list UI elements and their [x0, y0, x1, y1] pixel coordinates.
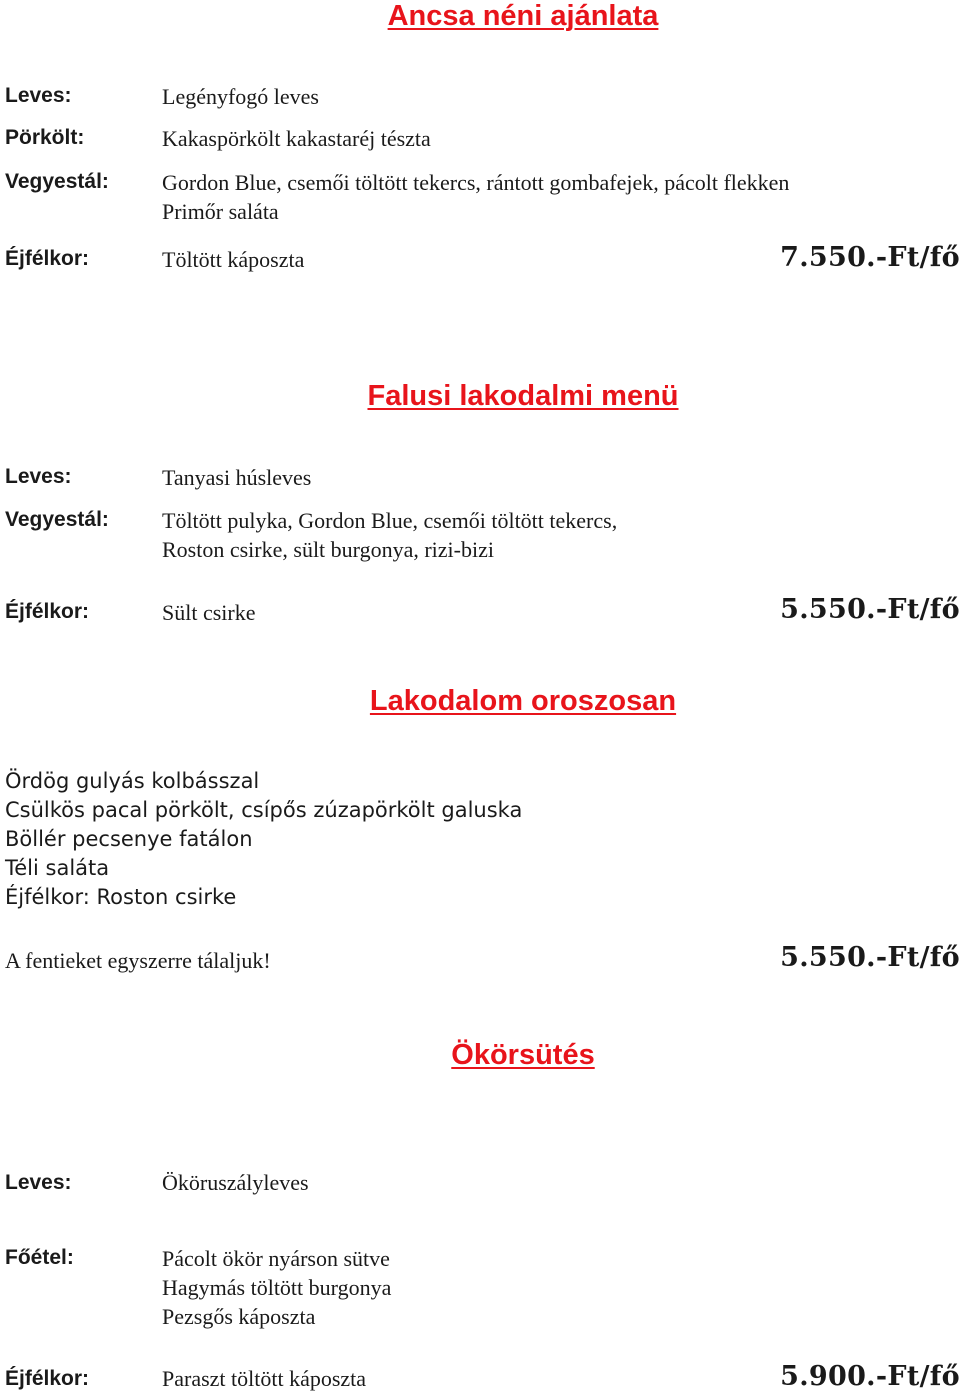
- price: 5.550.-Ft/fő: [780, 942, 960, 973]
- price: 7.550.-Ft/fő: [780, 242, 960, 273]
- section-title-ancsa: Ancsa néni ajánlata: [387, 0, 659, 32]
- value-line: Hagymás töltött burgonya: [162, 1275, 392, 1300]
- label-porkolt: Pörkölt:: [5, 126, 85, 149]
- dish-line: Éjfélkor: Roston csirke: [5, 885, 237, 909]
- dish-list: [5, 767, 522, 912]
- value-line: Gordon Blue, csemői töltött tekercs, rántott gombafejek, pácolt flekken: [162, 170, 790, 195]
- label-leves: Leves:: [5, 84, 72, 107]
- value-porkolt: Kakaspörkölt kakastaréj tészta: [162, 126, 431, 151]
- value-leves: Ököruszályleves: [162, 1170, 309, 1195]
- value-line: Roston csirke, sült burgonya, rizi-bizi: [162, 537, 494, 562]
- value-line: Pezsgős káposzta: [162, 1304, 316, 1329]
- label-vegyestal: Vegyestál:: [5, 508, 109, 531]
- value-line: Pácolt ökör nyárson sütve: [162, 1246, 390, 1271]
- dish-line: Böllér pecsenye fatálon: [5, 827, 253, 851]
- value-line: Töltött pulyka, Gordon Blue, csemői töltött tekercs,: [162, 508, 618, 533]
- dish-line: Ördög gulyás kolbásszal: [5, 769, 260, 793]
- label-vegyestal: Vegyestál:: [5, 170, 109, 193]
- value-leves: Legényfogó leves: [162, 84, 319, 109]
- value-leves: Tanyasi húsleves: [162, 465, 312, 490]
- value-ejfelkor: Paraszt töltött káposzta: [162, 1366, 367, 1391]
- value-vegyestal: [162, 168, 789, 226]
- section-title-oroszosan: Lakodalom oroszosan: [369, 685, 677, 717]
- value-line: Primőr saláta: [162, 199, 279, 224]
- price: 5.900.-Ft/fő: [780, 1361, 960, 1392]
- label-leves: Leves:: [5, 465, 72, 488]
- dish-line: Téli saláta: [5, 856, 110, 880]
- price: 5.550.-Ft/fő: [780, 594, 960, 625]
- value-foetel: [162, 1244, 391, 1331]
- section-title-falusi: Falusi lakodalmi menü: [367, 380, 679, 412]
- value-vegyestal: [162, 506, 617, 564]
- label-ejfelkor: Éjfélkor:: [5, 600, 90, 623]
- dish-line: Csülkös pacal pörkölt, csípős zúzapörkölt galuska: [5, 798, 523, 822]
- label-ejfelkor: Éjfélkor:: [5, 1367, 90, 1390]
- value-ejfelkor: Töltött káposzta: [162, 247, 305, 272]
- label-foetel: Főétel:: [5, 1246, 74, 1269]
- serving-note: A fentieket egyszerre tálaljuk!: [5, 948, 271, 973]
- label-ejfelkor: Éjfélkor:: [5, 247, 90, 270]
- section-title-okorsutes: Ökörsütés: [451, 1039, 595, 1071]
- label-leves: Leves:: [5, 1171, 72, 1194]
- value-ejfelkor: Sült csirke: [162, 600, 256, 625]
